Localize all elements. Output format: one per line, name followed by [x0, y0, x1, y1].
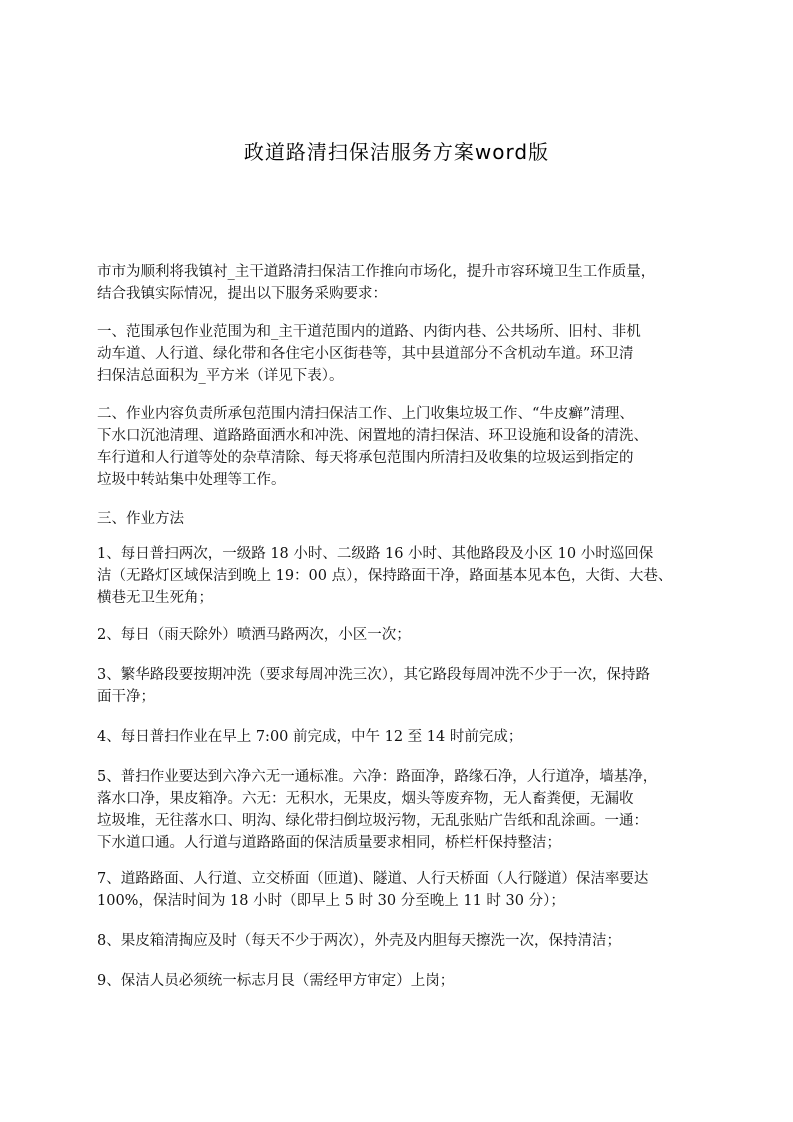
text-line: 3、繁华路段要按期冲洗（要求每周冲洗三次），其它路段每周冲洗不少于一次，保持路	[97, 667, 650, 683]
text-line: 7、道路路面、人行道、立交桥面（匝道)、隧道、人行天桥面（人行隧道）保洁率要达	[97, 871, 649, 887]
paragraph-item-3	[97, 664, 717, 708]
paragraph-scope	[97, 321, 717, 387]
text-line: 垃圾堆，无往落水口、明沟、绿化带扫倒垃圾污物，无乱张贴广告纸和乱涂画。一通：	[97, 813, 648, 829]
paragraph-intro	[97, 261, 717, 305]
paragraph-item-7	[97, 868, 717, 912]
text-line: 100%，保洁时间为 18 小时（即早上 5 时 30 分至晚上 11 时 30 分）；	[97, 893, 565, 909]
text-line: 面干净；	[97, 689, 155, 705]
paragraph-item-5	[97, 766, 717, 854]
paragraph-item-4	[97, 726, 717, 748]
text-line: 4、每日普扫作业在早上 7:00 前完成，中午 12 至 14 时前完成；	[97, 729, 523, 745]
paragraph-content	[97, 403, 717, 491]
text-line: 2、每日（雨天除外）喷洒马路两次，小区一次；	[97, 627, 411, 643]
text-line: 1、每日普扫两次，一级路 18 小时、二级路 16 小时、其他路段及小区 10 小时巡回保	[97, 546, 654, 562]
text-line: 洁（无路灯区域保洁到晚上 19：00 点），保持路面干净，路面基本见本色，大街、大巷、	[97, 568, 673, 584]
text-line: 横巷无卫生死角；	[97, 590, 213, 606]
text-line: 扫保洁总面积为_平方米（详见下表）。	[97, 368, 344, 384]
text-line: 市市为顺利将我镇衬_主干道路清扫保洁工作推向市场化，提升市容环境卫生工作质量，	[97, 264, 656, 280]
text-line: 下水口沉池清理、道路路面洒水和冲洗、闲置地的清扫保洁、环卫设施和设备的清洗、	[97, 428, 648, 444]
text-line: 8、果皮箱清掏应及时（每天不少于两次），外壳及内胆每天擦洗一次，保持清洁；	[97, 933, 621, 949]
text-line: 下水道口通。人行道与道路路面的保洁质量要求相同，桥栏杆保持整洁；	[97, 835, 561, 851]
section-heading-method	[97, 508, 717, 530]
text-line: 落水口净，果皮箱净。六无：无积水，无果皮，烟头等废弃物，无人畜粪便，无漏收	[97, 791, 634, 807]
text-line: 9、保洁人员必须统一标志月艮（需经甲方审定）上岗；	[97, 973, 455, 989]
text-line: 三、作业方法	[97, 511, 184, 527]
text-line: 二、作业内容负责所承包范围内清扫保洁工作、上门收集垃圾工作、“牛皮癣”清理、	[97, 406, 634, 422]
paragraph-item-1	[97, 543, 717, 609]
document-title: 政道路清扫保洁服务方案word版	[243, 140, 550, 164]
text-line: 结合我镇实际情况，提出以下服务采购要求：	[97, 286, 387, 302]
text-line: 一、范围承包作业范围为和_主干道范围内的道路、内街内巷、公共场所、旧村、非机	[97, 324, 641, 340]
text-line: 动车道、人行道、绿化带和各住宅小区街巷等，其中县道部分不含机动车道。环卫清	[97, 346, 634, 362]
text-line: 垃圾中转站集中处理等工作。	[97, 472, 286, 488]
text-line: 车行道和人行道等处的杂草清除、每天将承包范围内所清扫及收集的垃圾运到指定的	[97, 450, 634, 466]
paragraph-item-2	[97, 624, 717, 646]
paragraph-item-8	[97, 930, 717, 952]
paragraph-item-9	[97, 970, 717, 992]
text-line: 5、普扫作业要达到六净六无一通标准。六净：路面净，路缘石净，人行道净，墙基净，	[97, 769, 658, 785]
